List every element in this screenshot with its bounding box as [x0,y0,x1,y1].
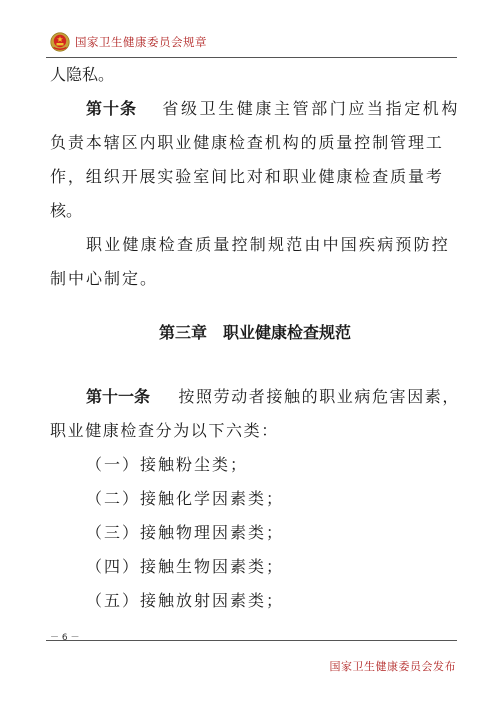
text-line: 制中心制定。 [50,269,159,288]
article-10-text: 省级卫生健康主管部门应当指定机构 [162,99,460,118]
list-item: （三）接触物理因素类； [86,523,285,542]
header-divider [46,57,457,58]
list-item: （五）接触放射因素类； [86,591,285,610]
footer-publisher: 国家卫生健康委员会发布 [329,660,456,673]
list-item: （四）接触生物因素类； [86,557,285,576]
article-11-heading: 第十一条 [86,387,151,406]
footer-divider [46,640,457,641]
list-item: （一）接触粉尘类； [86,455,249,474]
article-11-line [86,384,460,410]
list-item: （二）接触化学因素类； [86,489,285,508]
article-11-text: 按照劳动者接触的职业病危害因素， [178,387,460,406]
text-line: 人隐私。 [50,65,115,84]
article-10-heading: 第十条 [86,99,138,118]
article-10-line [86,96,460,122]
text-line: 核。 [50,201,83,220]
header-title: 国家卫生健康委员会规章 [75,35,207,49]
text-line: 负责本辖区内职业健康检查机构的质量控制管理工 [50,133,444,152]
text-line: 职业健康检查质量控制规范由中国疾病预防控 [86,235,451,254]
page-number: － 6 － [50,633,80,643]
national-emblem-icon [50,32,70,52]
text-line: 作，组织开展实验室间比对和职业健康检查质量考 [50,167,444,186]
text-line: 职业健康检查分为以下六类： [50,421,279,440]
chapter-title: 第三章 职业健康检查规范 [158,323,351,342]
page-header [50,30,207,54]
